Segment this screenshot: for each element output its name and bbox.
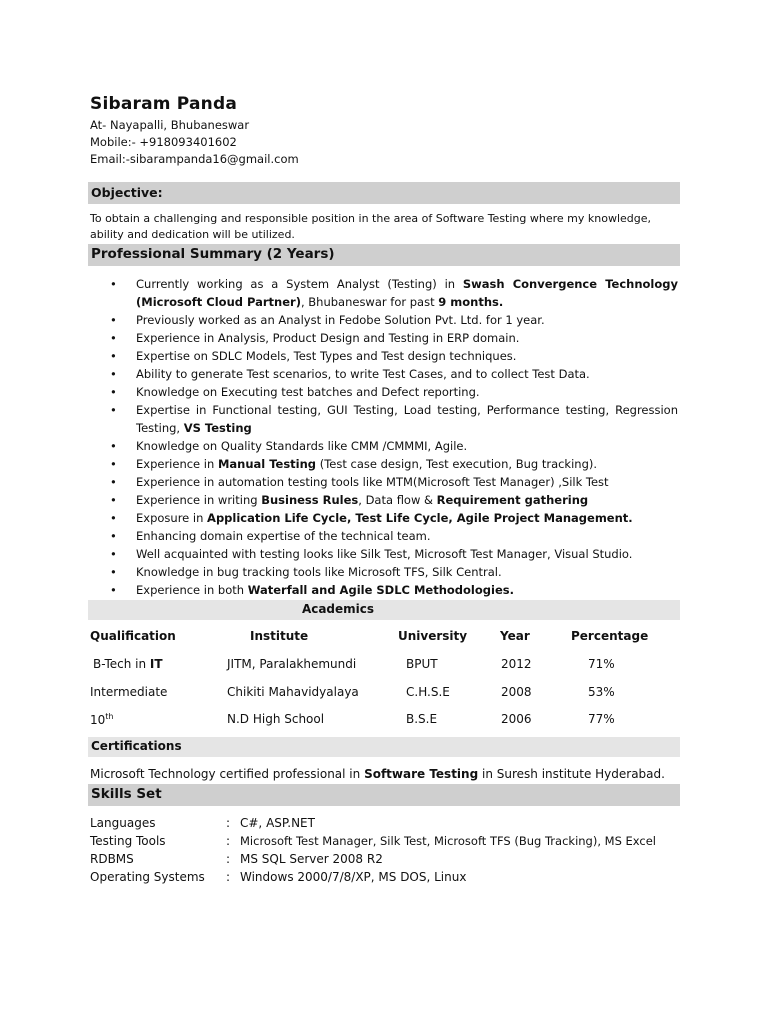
col-header-university: University bbox=[398, 629, 468, 643]
summary-bullet-item: • Expertise on SDLC Models, Test Types and Test design techniques. bbox=[110, 347, 678, 365]
mobile: Mobile:- +918093401602 bbox=[90, 135, 237, 149]
summary-bullet-item: • Experience in Analysis, Product Design and Testing in ERP domain. bbox=[110, 329, 678, 347]
col-header-year: Year bbox=[500, 629, 530, 643]
table-cell-university: BPUT bbox=[406, 657, 438, 671]
address: At- Nayapalli, Bhubaneswar bbox=[90, 118, 250, 132]
summary-bullet-item: • Knowledge in bug tracking tools like Microsoft TFS, Silk Central. bbox=[110, 563, 678, 581]
summary-bullet-item: • Ability to generate Test scenarios, to write Test Cases, and to collect Test Data. bbox=[110, 365, 678, 383]
objective-title: Objective: bbox=[91, 185, 163, 200]
email: Email:-sibarampanda16@gmail.com bbox=[90, 152, 299, 166]
summary-bullet-item: • Experience in both Waterfall and Agile SDLC Methodologies. bbox=[110, 581, 678, 599]
summary-bullet-item: • Previously worked as an Analyst in Fedobe Solution Pvt. Ltd. for 1 year. bbox=[110, 311, 678, 329]
table-cell-university: B.S.E bbox=[406, 712, 438, 726]
col-header-percentage: Percentage bbox=[571, 629, 649, 643]
summary-bullet-item: • Experience in Manual Testing (Test case design, Test execution, Bug tracking). bbox=[110, 455, 678, 473]
skill-label: Operating Systems bbox=[90, 870, 205, 884]
objective-heading-bar bbox=[88, 182, 680, 204]
skill-separator: : bbox=[226, 816, 231, 830]
summary-bullet-item: • Knowledge on Quality Standards like CMM /CMMMI, Agile. bbox=[110, 437, 678, 455]
skill-value: MS SQL Server 2008 R2 bbox=[240, 852, 383, 866]
skill-value: C#, ASP.NET bbox=[240, 816, 315, 830]
skills-title: Skills Set bbox=[91, 786, 162, 802]
summary-bullet-item: • Expertise in Functional testing, GUI Testing, Load testing, Performance testing, Regression Testing, VS Testing bbox=[110, 401, 678, 437]
summary-bullet-item: • Currently working as a System Analyst (Testing) in Swash Convergence Technology (Microsoft Cloud Partner), Bhubaneswar for past 9 months. bbox=[110, 275, 678, 311]
summary-bullet-item: • Experience in automation testing tools like MTM(Microsoft Test Manager) ,Silk Test bbox=[110, 473, 678, 491]
table-cell-institute: N.D High School bbox=[227, 712, 325, 726]
table-cell-qualification: B-Tech in IT bbox=[93, 657, 163, 671]
skill-separator: : bbox=[226, 870, 231, 884]
summary-bullet-item: • Enhancing domain expertise of the technical team. bbox=[110, 527, 678, 545]
col-header-qualification: Qualification bbox=[90, 629, 176, 643]
summary-bullet-item: • Exposure in Application Life Cycle, Test Life Cycle, Agile Project Management. bbox=[110, 509, 678, 527]
table-cell-percentage: 71% bbox=[588, 657, 615, 671]
table-cell-institute: Chikiti Mahavidyalaya bbox=[227, 685, 359, 699]
certifications-heading-bar bbox=[88, 737, 680, 757]
summary-bullet-item: • Knowledge on Executing test batches and Defect reporting. bbox=[110, 383, 678, 401]
skill-value: Windows 2000/7/8/XP, MS DOS, Linux bbox=[240, 870, 467, 884]
summary-bullet-item: • Experience in writing Business Rules, Data flow & Requirement gathering bbox=[110, 491, 678, 509]
skill-separator: : bbox=[226, 852, 231, 866]
candidate-name: Sibaram Panda bbox=[90, 94, 238, 114]
skill-value: Microsoft Test Manager, Silk Test, Microsoft TFS (Bug Tracking), MS Excel bbox=[240, 834, 656, 848]
skill-separator: : bbox=[226, 834, 231, 848]
table-cell-institute: JITM, Paralakhemundi bbox=[227, 657, 357, 671]
col-header-institute: Institute bbox=[250, 629, 309, 643]
academics-heading-bar bbox=[88, 600, 680, 620]
academics-title: Academics bbox=[301, 602, 375, 616]
table-cell-year: 2012 bbox=[501, 657, 532, 671]
summary-bullet-item: • Well acquainted with testing looks like Silk Test, Microsoft Test Manager, Visual Studio. bbox=[110, 545, 678, 563]
objective-text: To obtain a challenging and responsible position in the area of Software Testing where my knowledge, ability and dedication will be utilized. bbox=[90, 212, 651, 241]
summary-bullet-list bbox=[110, 275, 678, 599]
certifications-title: Certifications bbox=[91, 739, 182, 753]
skill-label: RDBMS bbox=[90, 852, 134, 866]
certification-text: Microsoft Technology certified professional in Software Testing in Suresh institute Hyderabad. bbox=[90, 767, 665, 781]
skill-label: Languages bbox=[90, 816, 156, 830]
summary-title: Professional Summary (2 Years) bbox=[91, 246, 335, 262]
table-cell-qualification: Intermediate bbox=[90, 685, 168, 699]
skills-heading-bar bbox=[88, 784, 680, 806]
table-cell-percentage: 53% bbox=[588, 685, 615, 699]
table-cell-percentage: 77% bbox=[588, 712, 615, 726]
table-cell-year: 2006 bbox=[501, 712, 532, 726]
table-cell-university: C.H.S.E bbox=[406, 685, 450, 699]
table-cell-qualification: 10th bbox=[90, 712, 114, 727]
summary-heading-bar bbox=[88, 244, 680, 266]
table-cell-year: 2008 bbox=[501, 685, 532, 699]
skill-label: Testing Tools bbox=[90, 834, 166, 848]
